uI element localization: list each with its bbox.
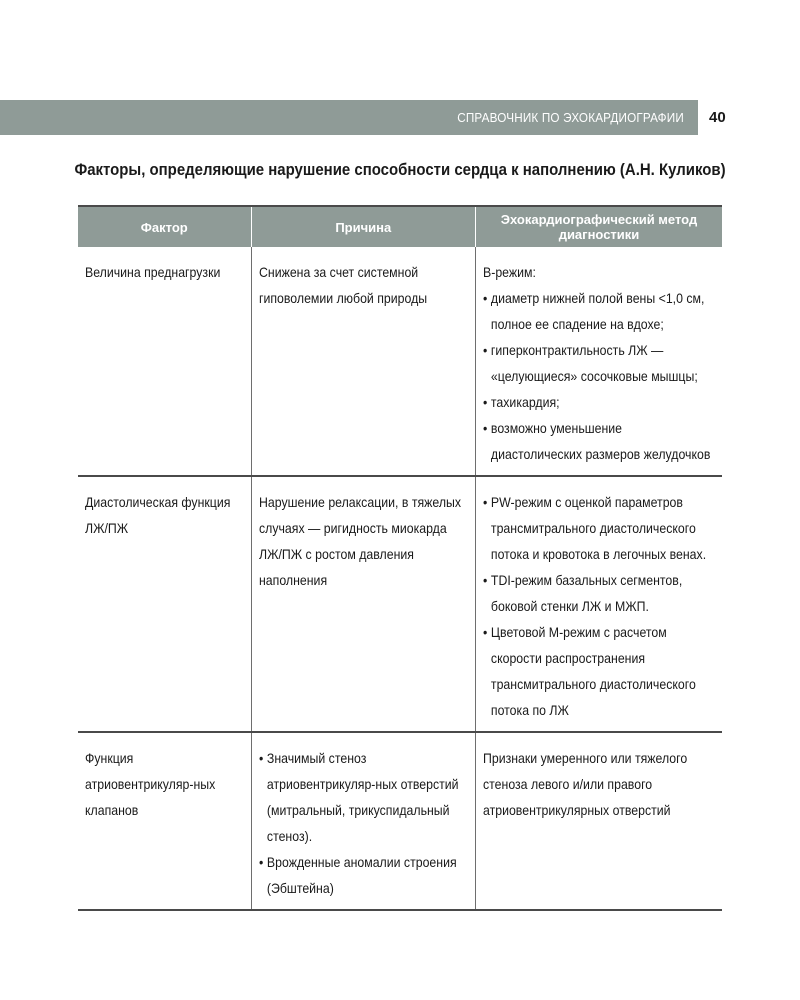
list-item: • гиперконтрактильность ЛЖ — «целующиеся» сосочковые мышцы; xyxy=(483,337,714,389)
cause-bullet-list xyxy=(259,745,467,901)
cell-factor xyxy=(78,247,251,476)
cell-factor xyxy=(78,476,251,732)
table-row xyxy=(78,732,722,910)
list-item: • Врожденные аномалии строения (Эбштейна) xyxy=(259,849,467,901)
list-item: • Значимый стеноз атриовентрикуляр-ных отверстий (митральный, трикуспидальный стеноз). xyxy=(259,745,467,849)
table-title: Факторы, определяющие нарушение способности сердца к наполнению (А.Н. Куликов) xyxy=(74,160,726,179)
cell-method xyxy=(476,247,723,476)
method-content xyxy=(483,489,714,723)
factor-text: Функция атриовентрикуляр-ных клапанов xyxy=(85,750,216,818)
factor-text: Величина преднагрузки xyxy=(85,264,221,280)
method-bullet-list xyxy=(483,285,714,467)
cell-method xyxy=(476,476,723,732)
column-header-cause: Причина xyxy=(251,206,475,247)
factor-text: Диастолическая функция ЛЖ/ПЖ xyxy=(85,494,231,536)
method-bullet-list xyxy=(483,489,714,723)
column-header-method: Эхокардиографический метод диагностики xyxy=(476,206,723,247)
cell-cause xyxy=(251,247,475,476)
list-item: • Цветовой М-режим с расчетом скорости распространения трансмитрального диастолического потока по ЛЖ xyxy=(483,619,714,723)
cell-factor xyxy=(78,732,251,910)
list-item: • тахикардия; xyxy=(483,389,714,415)
list-item: • диаметр нижней полой вены <1,0 см, полное ее спадение на вдохе; xyxy=(483,285,714,337)
table-row xyxy=(78,476,722,732)
column-header-factor: Фактор xyxy=(78,206,251,247)
method-content xyxy=(483,259,714,467)
cell-cause xyxy=(251,732,475,910)
list-item: • PW-режим с оценкой параметров трансмитрального диастолического потока и кровотока в легочных венах. xyxy=(483,489,714,567)
method-text: Признаки умеренного или тяжелого стеноза левого и/или правого атриовентрикулярных отверстий xyxy=(483,750,688,818)
cell-method xyxy=(476,732,723,910)
running-header-title: СПРАВОЧНИК ПО ЭХОКАРДИОГРАФИИ xyxy=(457,110,684,125)
cause-text: Нарушение релаксации, в тяжелых случаях — ригидность миокарда ЛЖ/ПЖ с ростом давления наполнения xyxy=(258,494,461,588)
table-row xyxy=(78,247,722,476)
cause-text: Снижена за счет системной гиповолемии любой природы xyxy=(258,264,427,306)
list-item: • TDI-режим базальных сегментов, боковой стенки ЛЖ и МЖП. xyxy=(483,567,714,619)
running-header-band xyxy=(0,100,698,135)
factors-table xyxy=(78,205,722,911)
list-item: • возможно уменьшение диастолических размеров желудочков xyxy=(483,415,714,467)
cell-cause xyxy=(251,476,475,732)
method-intro: В-режим: xyxy=(483,264,536,280)
page-number: 40 xyxy=(709,109,726,126)
table-header-row xyxy=(78,206,722,247)
cause-content xyxy=(259,745,467,901)
